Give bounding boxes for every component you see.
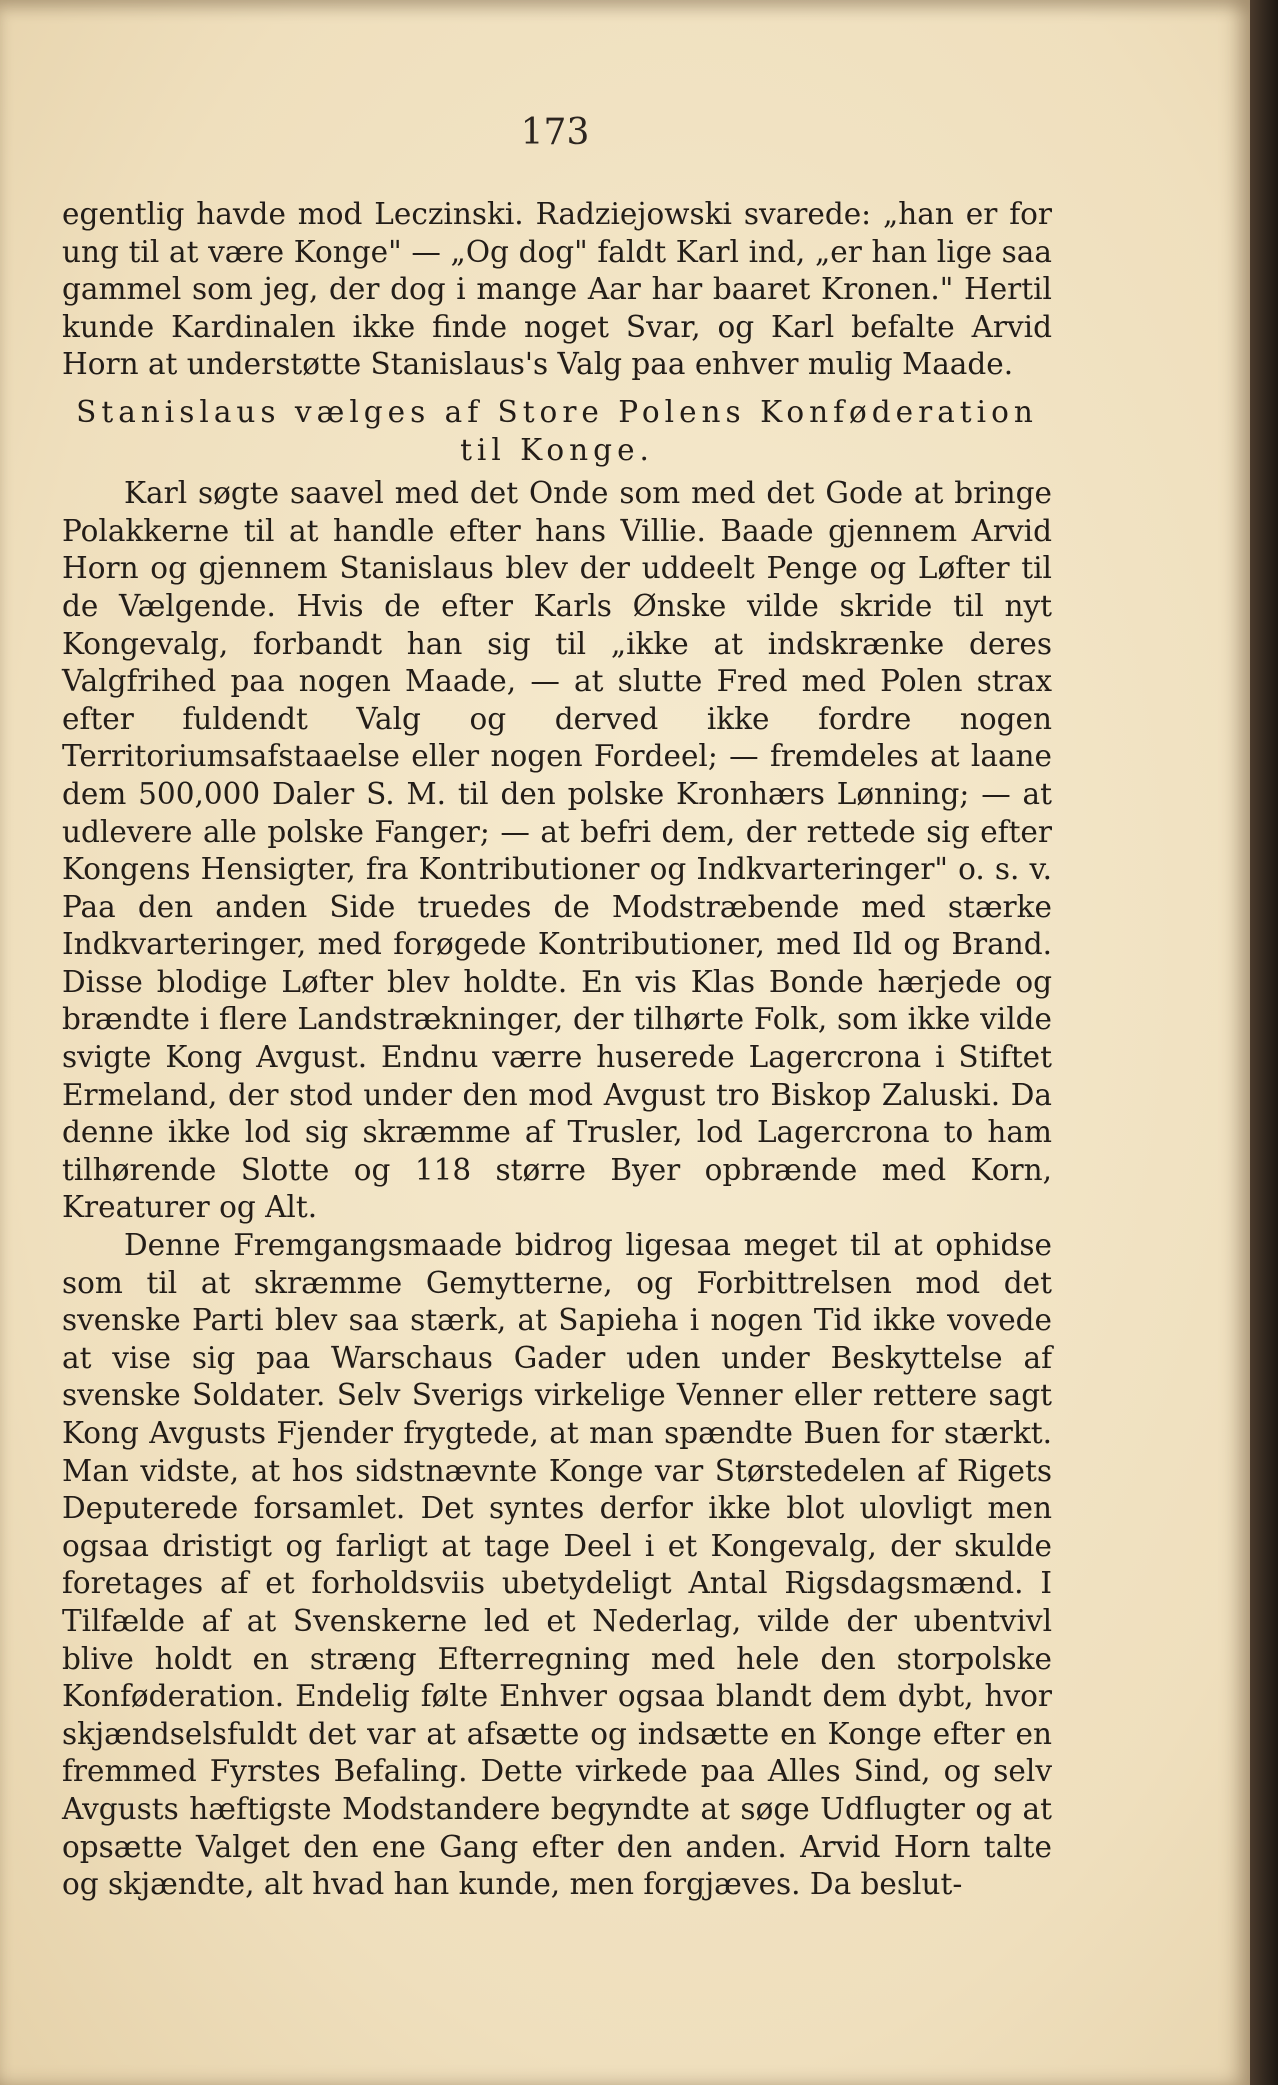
paragraph-3: Denne Fremgangsmaade bidrog ligesaa meget til at ophidse som til at skræmme Gemytterne, og Forbittrelsen mod det svenske Parti blev saa stærk, at Sapieha i nogen Tid ikke vovede at vise sig paa Warschaus Gader uden under Beskyttelse af svenske Soldater. Selv Sverigs virkelige Venner eller rettere sagt Kong Avgusts Fjender frygtede, at man spændte Buen for stærkt. Man vidste, at hos sidstnævnte Konge var Størstedelen af Rigets Deputerede forsamlet. Det syntes derfor ikke blot ulovligt men ogsaa dristigt og farligt at tage Deel i et Kongevalg, der skulde foretages af et forholdsviis ubetydeligt Antal Rigsdagsmænd. I Tilfælde af at Svenskerne led et Nederlag, vilde der ubentvivl blive holdt en stræng Efterregning med hele den storpolske Konføderation. Endelig følte Enhver ogsaa blandt dem dybt, hvor skjændselsfuldt det var at afsætte og indsætte en Konge efter en fremmed Fyrstes Befaling. Dette virkede paa Alles Sind, og selv Avgusts hæftigste Modstandere begyndte at søge Udflugter og at opsætte Valget den ene Gang efter den anden. Arvid Horn talte og skjændte, alt hvad han kunde, men forgjæves. Da beslut- (62, 1228, 1052, 1902)
book-spine-edge (1250, 0, 1278, 2085)
paragraph-1: egentlig havde mod Leczinski. Radziejowski svarede: „han er for ung til at være Konge" — „Og dog" faldt Karl ind, „er han lige saa gammel som jeg, der dog i mange Aar har baaret Kronen." Hertil kunde Kardinalen ikke finde noget Svar, og Karl befalte Arvid Horn at understøtte Stanislaus's Valg paa enhver mulig Maade. (62, 197, 1052, 382)
paragraph-2: Karl søgte saavel med det Onde som med det Gode at bringe Polakkerne til at handle efter hans Villie. Baade gjennem Arvid Horn og gjennem Stanislaus blev der uddeelt Penge og Løfter til de Vælgende. Hvis de efter Karls Ønske vilde skride til nyt Kongevalg, forbandt han sig til „ikke at indskrænke deres Valgfrihed paa nogen Maade, — at slutte Fred med Polen strax efter fuldendt Valg og derved ikke fordre nogen Territoriumsafstaaelse eller nogen Fordeel; — fremdeles at laane dem 500,000 Daler S. M. til den polske Kronhærs Lønning; — at udlevere alle polske Fanger; — at befri dem, der rettede sig efter Kongens Hensigter, fra Kontributioner og Indkvarteringer" o. s. v. Paa den anden Side truedes de Modstræbende med stærke Indkvarteringer, med forøgede Kontributioner, med Ild og Brand. Disse blodige Løfter blev holdte. En vis Klas Bonde hærjede og brændte i flere Landstrækninger, der tilhørte Folk, som ikke vilde svigte Kong Avgust. Endnu værre huserede Lagercrona i Stiftet Ermeland, der stod under den mod Avgust tro Biskop Zaluski. Da denne ikke lod sig skræmme af Trusler, lod Lagercrona to ham tilhørende Slotte og 118 større Byer opbrænde med Korn, Kreaturer og Alt. (62, 476, 1052, 1225)
page-number: 173 (520, 112, 590, 153)
section-heading: Stanislaus vælges af Store Polens Konføderation til Konge. (76, 394, 1038, 467)
page-body (62, 196, 1052, 1904)
